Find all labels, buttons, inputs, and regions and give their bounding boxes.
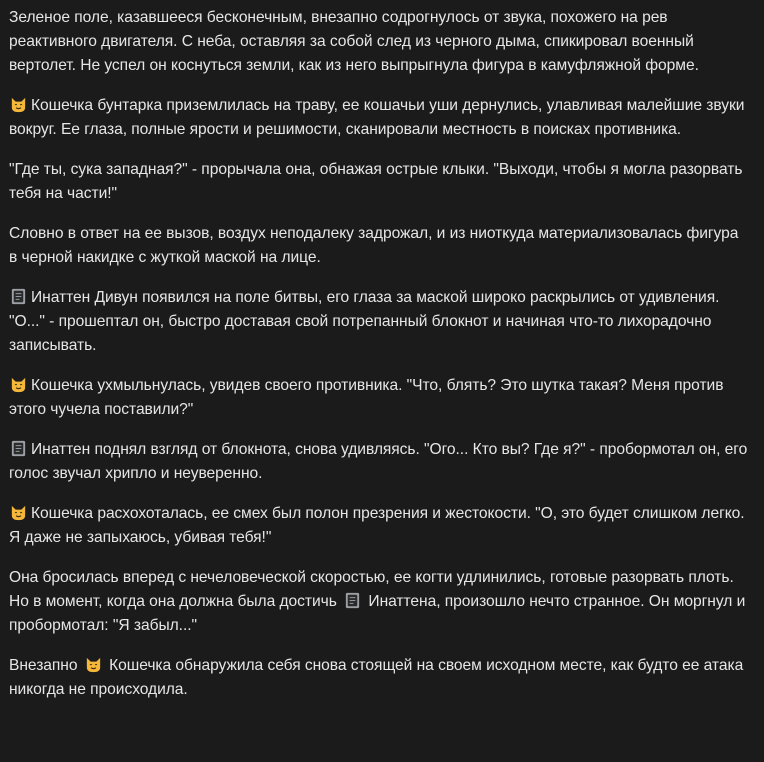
paragraph-9	[9, 566, 749, 638]
paragraph-4	[9, 222, 749, 270]
cat-face-icon	[84, 655, 103, 674]
paragraph-7-text: Инаттен поднял взгляд от блокнота, снова удивляясь. "Ого... Кто вы? Где я?" - пробормотал он, его голос звучал хрипло и неуверенно.	[9, 441, 748, 482]
paragraph-4-text: Словно в ответ на ее вызов, воздух неподалеку задрожал, и из ниоткуда материализовалась фигура в черной накидке с жуткой маской на лице.	[9, 225, 739, 266]
paragraph-6-text: Кошечка ухмыльнулась, увидев своего противника. "Что, блять? Это шутка такая? Меня против этого чучела поставили?"	[9, 377, 724, 418]
paragraph-8-text: Кошечка расхохоталась, ее смех был полон презрения и жестокости. "О, это будет слишком легко. Я даже не запыхаюсь, убивая тебя!"	[9, 505, 745, 546]
paragraph-2-text: Кошечка бунтарка приземлилась на траву, ее кошачьи уши дернулись, улавливая малейшие звуки вокруг. Ее глаза, полные ярости и решимости, сканировали местность в поисках противника.	[9, 97, 745, 138]
paragraph-1-text: Зеленое поле, казавшееся бесконечным, внезапно содрогнулось от звука, похожего на рев реактивного двигателя. С неба, оставляя за собой след из черного дыма, спикировал военный вертолет. Не успел он коснуться земли, как из него выпрыгнула фигура в камуфляжной форме.	[9, 9, 699, 74]
paragraph-10	[9, 654, 749, 702]
paragraph-3	[9, 158, 749, 206]
paragraph-6	[9, 374, 749, 422]
notebook-icon	[9, 439, 28, 458]
paragraph-1	[9, 6, 749, 78]
paragraph-9-text-b: Инаттена, произошло нечто странное. Он моргнул и пробормотал: "Я забыл..."	[9, 593, 746, 634]
notebook-icon	[343, 591, 362, 610]
paragraph-2	[9, 94, 749, 142]
story-text	[9, 6, 749, 702]
paragraph-7	[9, 438, 749, 486]
notebook-icon	[9, 287, 28, 306]
cat-face-icon	[9, 95, 28, 114]
paragraph-5	[9, 286, 749, 358]
cat-face-icon	[9, 375, 28, 394]
paragraph-3-text: "Где ты, сука западная?" - прорычала она, обнажая острые клыки. "Выходи, чтобы я могла разорвать тебя на части!"	[9, 161, 743, 202]
paragraph-5-text: Инаттен Дивун появился на поле битвы, его глаза за маской широко раскрылись от удивления. "О..." - прошептал он, быстро доставая свой потрепанный блокнот и начиная что-то лихорадочно записывать.	[9, 289, 720, 354]
paragraph-8	[9, 502, 749, 550]
paragraph-10-text-b: Кошечка обнаружила себя снова стоящей на своем исходном месте, как будто ее атака никогда не происходила.	[9, 657, 744, 698]
paragraph-10-text-a: Внезапно	[9, 657, 78, 674]
cat-face-icon	[9, 503, 28, 522]
paragraph-9-text-a: Она бросилась вперед с нечеловеческой скоростью, ее когти удлинились, готовые разорвать плоть. Но в момент, когда она должна была достичь	[9, 569, 734, 610]
